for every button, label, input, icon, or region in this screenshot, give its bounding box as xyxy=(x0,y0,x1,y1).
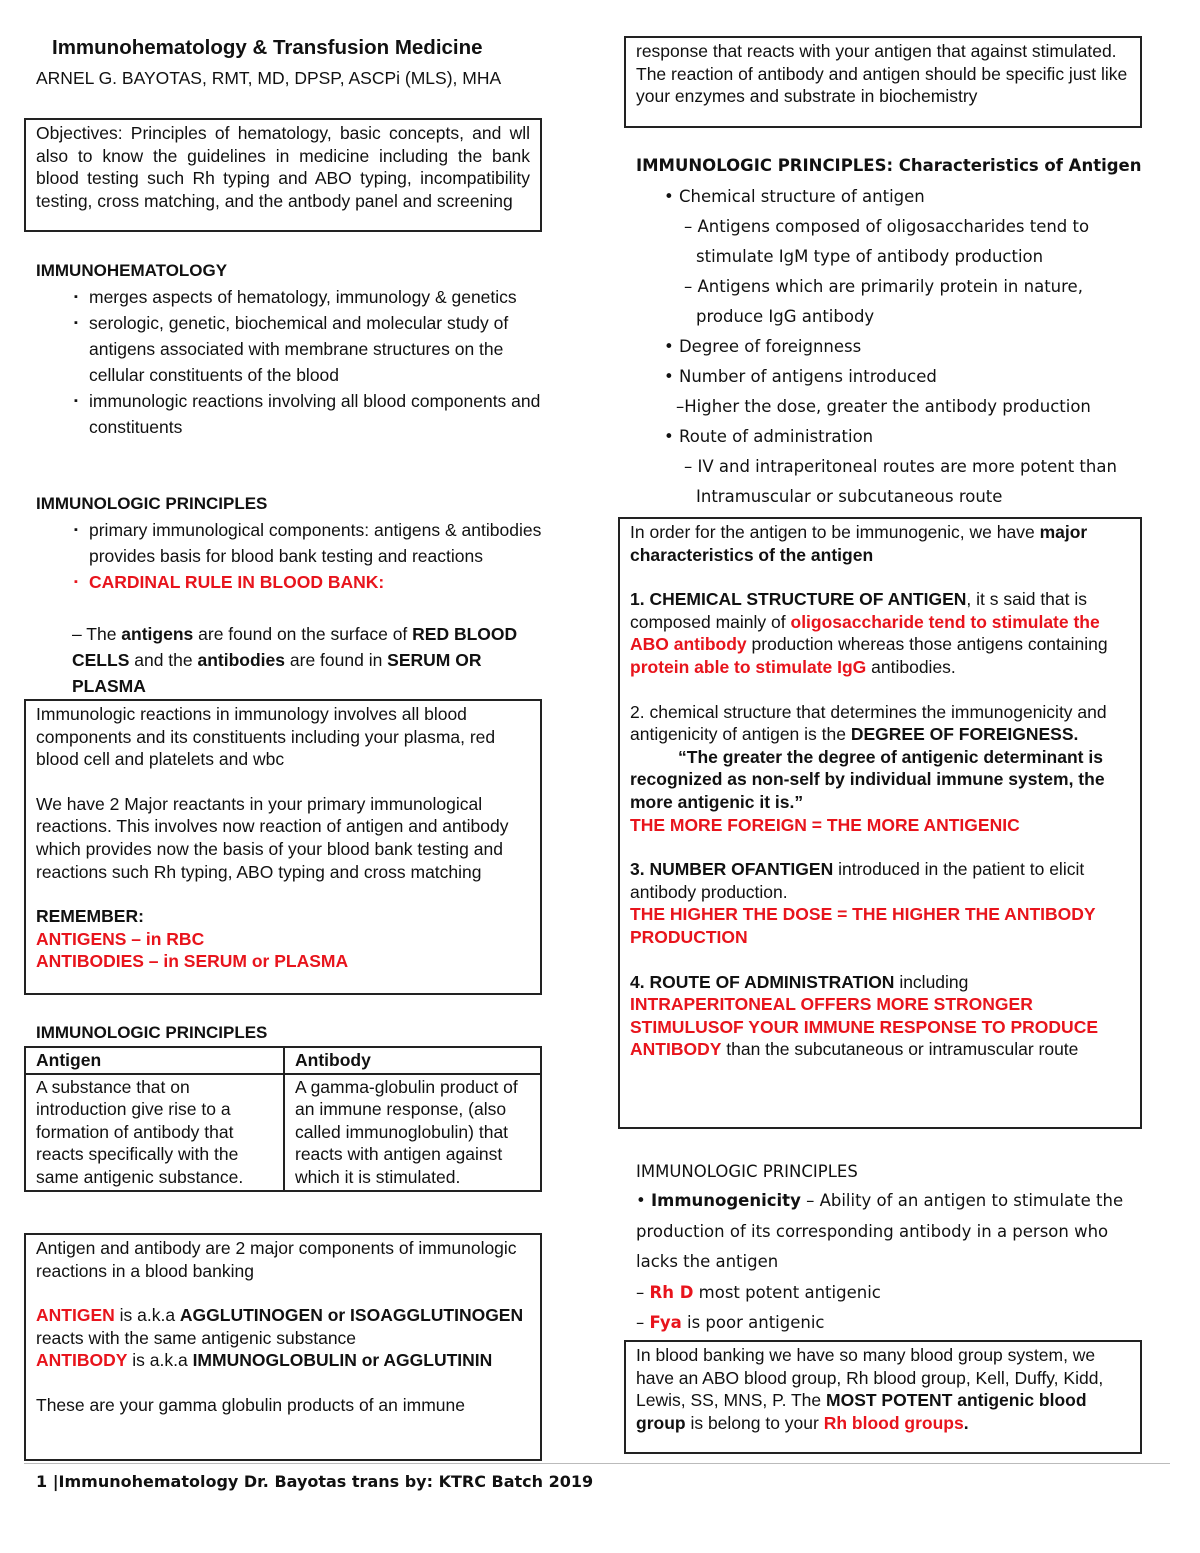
antigen-antibody-table xyxy=(24,1046,542,1192)
list-item: – IV and intraperitoneal routes are more potent than xyxy=(684,457,1117,476)
author-line: ARNEL G. BAYOTAS, RMT, MD, DPSP, ASCPi (MLS), MHA xyxy=(36,68,502,88)
table-cell-antibody: A gamma-globulin product of an immune response, (also called immunoglobulin) that reacts with antigen against which it is stimulated. xyxy=(284,1074,541,1191)
list-item: • Number of antigens introduced xyxy=(664,367,937,386)
footer-divider xyxy=(24,1463,1170,1464)
objectives-box: Objectives: Principles of hematology, basic concepts, and wll also to know the guidelines in medicine including the bank blood testing such Rh typing and ABO typing, incompatibility testing, cross matching, and the antbody panel and screening xyxy=(24,118,542,232)
section-heading-immunogenicity: IMMUNOLOGIC PRINCIPLES xyxy=(636,1162,858,1181)
cardinal-rule-text: – The antigens are found on the surface of RED BLOOD CELLS and the antibodies are found in SERUM OR PLASMA xyxy=(72,624,518,696)
rh-d-line: – Rh D most potent antigenic xyxy=(636,1283,881,1302)
immunologic-principles-list xyxy=(72,517,562,595)
list-item: –Higher the dose, greater the antibody production xyxy=(676,397,1091,416)
table-header-antigen: Antigen xyxy=(25,1047,284,1074)
blood-groups-box: In blood banking we have so many blood group system, we have an ABO blood group, Rh blood group, Kell, Duffy, Kidd, Lewis, SS, MNS, P. The MOST POTENT antigenic blood group is belong to your Rh blood groups. xyxy=(624,1340,1142,1454)
list-item: – Antigens composed of oligosaccharides tend to xyxy=(684,217,1090,236)
list-item: • Degree of foreignness xyxy=(664,337,862,356)
characteristics-list xyxy=(664,182,1184,512)
characteristics-box: In order for the antigen to be immunogenic, we have major characteristics of the antigen 1. CHEMICAL STRUCTURE OF ANTIGEN, it s said that is composed mainly of oligosaccharide tend to stimulate the ABO antibody production whereas those antigens containing protein able to stimulate IgG antibodies. 2. chemical structure that determines the immunogenicity and antigenicity of antigen is the DEGREE OF FOREIGNESS. “The greater the degree of antigenic determinant is recognized as non-self by individual immune system, the more antigenic it is.” THE MORE FOREIGN = THE MORE ANTIGENIC 3. NUMBER OFANTIGEN introduced in the patient to elicit antibody production. THE HIGHER THE DOSE = THE HIGHER THE ANTIBODY PRODUCTION 4. ROUTE OF ADMINISTRATION including INTRAPERITONEAL OFFERS MORE STRONGER STIMULUSOF YOUR IMMUNE RESPONSE TO PRODUCE ANTIBODY than the subcutaneous or intramuscular route xyxy=(618,517,1142,1129)
list-item: • Route of administration xyxy=(664,427,874,446)
table-header-antibody: Antibody xyxy=(284,1047,541,1074)
page-footer: 1 |Immunohematology Dr. Bayotas trans by: KTRC Batch 2019 xyxy=(36,1472,594,1491)
section-heading-immunohematology: IMMUNOHEMATOLOGY xyxy=(36,261,228,280)
reactions-box: Immunologic reactions in immunology involves all blood components and its constituents including your plasma, red blood cell and platelets and wbc We have 2 Major reactants in your primary immunological reactions. This involves now reaction of antigen and antibody which provides now the basis of your blood bank testing and reactions such Rh typing, ABO typing and cross matching REMEMBER: ANTIGENS – in RBC ANTIBODIES – in SERUM or PLASMA xyxy=(24,699,542,995)
list-item: produce IgG antibody xyxy=(696,307,875,326)
section-heading-characteristics: IMMUNOLOGIC PRINCIPLES: Characteristics of Antigen xyxy=(636,156,1142,175)
list-item: ▪ serologic, genetic, biochemical and molecular study of antigens associated with membrane structures on the cellular constituents of the blood xyxy=(72,310,562,388)
list-item: Intramuscular or subcutaneous route xyxy=(696,487,1003,506)
immunohematology-list xyxy=(72,284,562,440)
list-item: • Chemical structure of antigen xyxy=(664,187,925,206)
cardinal-rule-heading: ▪ CARDINAL RULE IN BLOOD BANK: xyxy=(72,569,562,595)
list-item: ▪ primary immunological components: antigens & antibodies provides basis for blood bank testing and reactions xyxy=(72,517,562,569)
list-item: – Antigens which are primarily protein in nature, xyxy=(684,277,1083,296)
list-item: stimulate IgM type of antibody production xyxy=(696,247,1044,266)
continuation-box: response that reacts with your antigen that against stimulated. The reaction of antibody and antigen should be specific just like your enzymes and substrate in biochemistry xyxy=(624,36,1142,128)
list-item: ▪ immunologic reactions involving all blood components and constituents xyxy=(72,388,562,440)
section-heading-immunologic-principles: IMMUNOLOGIC PRINCIPLES xyxy=(36,494,268,513)
page-title: Immunohematology & Transfusion Medicine xyxy=(52,36,483,59)
table-cell-antigen: A substance that on introduction give rise to a formation of antibody that reacts specifically with the same antigenic substance. xyxy=(25,1074,284,1191)
fya-line: – Fya is poor antigenic xyxy=(636,1313,825,1332)
section-heading-antigen-antibody: IMMUNOLOGIC PRINCIPLES xyxy=(36,1023,268,1042)
immunogenicity-definition: • Immunogenicity – Ability of an antigen to stimulate the production of its corresponding antibody in a person who lacks the antigen xyxy=(636,1191,1124,1271)
components-box: Antigen and antibody are 2 major components of immunologic reactions in a blood banking ANTIGEN is a.k.a AGGLUTINOGEN or ISOAGGLUTINOGEN reacts with the same antigenic substance ANTIBODY is a.k.a IMMUNOGLOBULIN or AGGLUTININ These are your gamma globulin products of an immune xyxy=(24,1233,542,1461)
list-item: ▪ merges aspects of hematology, immunology & genetics xyxy=(72,284,562,310)
